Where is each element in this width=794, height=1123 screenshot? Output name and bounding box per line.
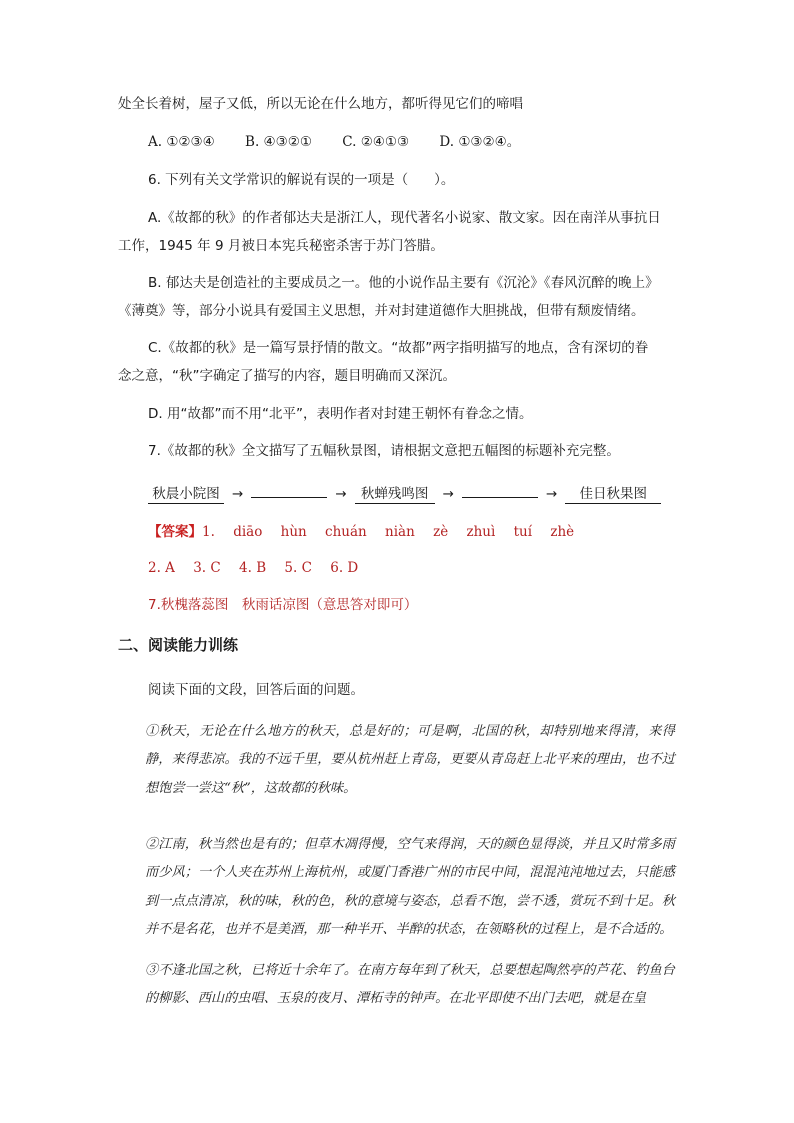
q5-option-b: B. ④③②① [245,134,312,150]
q7-blank-4 [462,479,538,498]
reading-paragraph-2 [145,831,675,944]
q7-blank-3: 秋蝉残鸣图 [355,485,435,504]
text-line-top: 处全长着树，屋子又低，所以无论在什么地方，都听得见它们的啼唱 [118,96,523,112]
answer-4: 4. B [239,560,267,576]
q7-stem: 7.《故都的秋》全文描写了五幅秋景图，请根据文意把五幅图的标题补充完整。 [148,443,620,459]
q6-option-a-line1: A.《故都的秋》的作者郁达夫是浙江人，现代著名小说家、散文家。因在南洋从事抗日 [148,210,661,226]
answer-row-1 [148,522,588,542]
q6-option-b-line1: B. 郁达夫是创造社的主要成员之一。他的小说作品主要有《沉沦》《春风沉醉的晚上》 [148,275,659,291]
answer-label: 【答案】 [148,524,202,540]
section-instruction: 阅读下面的文段，回答后面的问题。 [148,682,364,698]
q7-blank-2 [251,479,327,498]
q7-blank-5: 佳日秋果图 [565,485,661,504]
pinyin-2: hùn [280,524,307,540]
reading-paragraph-1 [145,718,675,803]
answer-5: 5. C [284,560,312,576]
q6-stem [148,170,454,190]
pinyin-7: tuí [513,524,533,540]
answer-3: 3. C [193,560,221,576]
q6-option-d: D. 用“故都”而不用“北平”，表明作者对封建王朝怀有眷念之情。 [148,406,533,422]
section-title: 二、阅读能力训练 [118,636,239,654]
q6-stem-before: 6. 下列有关文学常识的解说有误的一项是（ [148,172,409,188]
reading-paragraph-3-text: ③不逢北国之秋，已将近十余年了。在南方每年到了秋天，总要想起陶然亭的芦花、钓鱼台的柳影、西山的虫唱、玉泉的夜月、潭柘寺的钟声。在北平即使不出门去吧，就是在皇 [145,963,675,1007]
pinyin-5: zè [433,524,449,540]
answer-2: 2. A [148,560,175,576]
q6-stem-after: ）。 [434,172,455,188]
arrow-icon: → [545,486,558,502]
reading-paragraph-1-text: ①秋天，无论在什么地方的秋天，总是好的；可是啊，北国的秋，却特别地来得清，来得静，来得悲凉。我的不远千里，要从杭州赶上青岛，更要从青岛赶上北平来的理由，也不过想饱尝一尝这“秋”，这故都的秋味。 [145,724,675,796]
q5-options [148,132,546,152]
answer-row-3: 7.秋槐落蕊图 秋雨话凉图（意思答对即可） [148,597,418,613]
answer-q1-prefix: 1. [202,524,215,540]
q6-option-b-line2: 《薄奠》等，部分小说具有爱国主义思想，并对封建道德作大胆挑战，但带有颓废情绪。 [118,303,645,319]
arrow-icon: → [335,486,347,502]
q5-option-d: D. ①③②④。 [439,134,521,150]
q6-option-c-line1: C.《故都的秋》是一篇写景抒情的散文。“故都”两字指明描写的地点，含有深切的眷 [148,340,649,356]
q5-option-a: A. ①②③④ [148,134,215,150]
pinyin-3: chuán [325,524,367,540]
reading-paragraph-3 [145,957,675,1014]
answer-row-2 [148,558,372,578]
q7-blank-1: 秋晨小院图 [148,485,224,504]
pinyin-4: niàn [385,524,415,540]
q5-option-c: C. ②④①③ [342,134,410,150]
q6-option-c-line2: 念之意，“秋”字确定了描写的内容，题目明确而又深沉。 [118,368,456,384]
q6-option-a-line2: 工作，1945 年 9 月被日本宪兵秘密杀害于苏门答腊。 [118,238,444,254]
arrow-icon: → [442,486,454,502]
pinyin-6: zhuì [466,524,496,540]
answer-6: 6. D [330,560,359,576]
reading-paragraph-2-text: ②江南，秋当然也是有的；但草木凋得慢，空气来得润，天的颜色显得淡，并且又时常多雨而少风；一个人夹在苏州上海杭州，或厦门香港广州的市民中间，混混沌沌地过去，只能感到一点点清凉，秋的味，秋的色，秋的意境与姿态，总看不饱，尝不透，赏玩不到十足。秋并不是名花，也并不是美酒，那一种半开、半醉的状态，在领略秋的过程上，是不合适的。 [145,837,675,937]
arrow-icon: → [232,486,244,502]
pinyin-1: diāo [233,524,263,540]
q7-blanks-row [148,479,661,504]
pinyin-8: zhè [550,524,575,540]
